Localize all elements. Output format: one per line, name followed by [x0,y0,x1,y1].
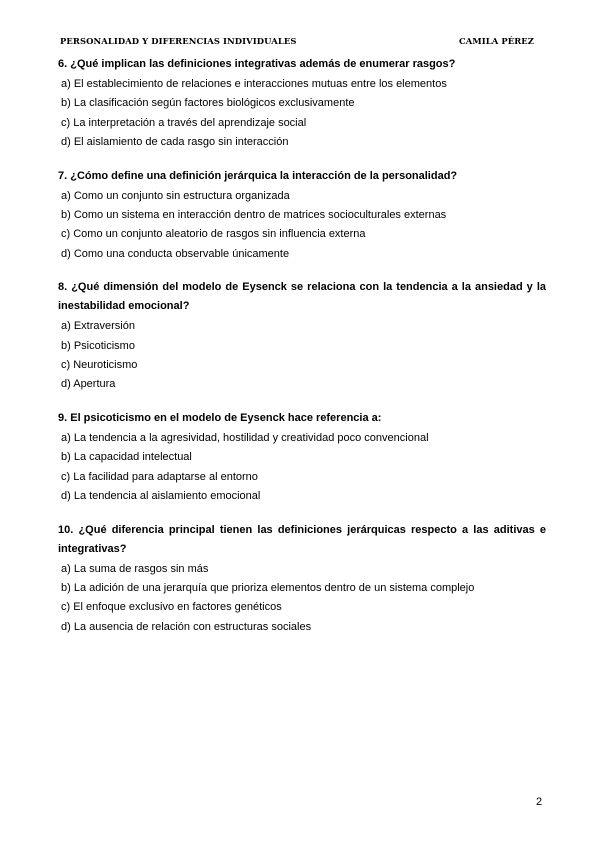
header-author: CAMILA PÉREZ [459,36,534,46]
option-b: b) Psicoticismo [61,339,135,352]
option-c: c) El enfoque exclusivo en factores genéticos [61,601,282,614]
option-b: b) La clasificación según factores biológicos exclusivamente [61,97,355,110]
option-c: c) La facilidad para adaptarse al entorno [61,470,258,483]
page-number: 2 [536,796,543,808]
question-list [58,55,546,651]
option-c: c) Neuroticismo [61,359,138,372]
option-a: a) Como un conjunto sin estructura organizada [61,189,290,202]
question-title: 6. ¿Qué implican las definiciones integrativas además de enumerar rasgos? [58,58,456,70]
option-b: b) La adición de una jerarquía que prioriza elementos dentro de un sistema complejo [61,581,475,594]
question-10 [58,521,546,638]
question-9 [58,409,546,507]
question-title: 7. ¿Cómo define una definición jerárquica la interacción de la personalidad? [58,169,458,182]
question-8 [58,278,546,395]
option-d: d) Como una conducta observable únicamente [61,247,290,260]
option-b: b) La capacidad intelectual [61,451,192,464]
option-a: a) Extraversión [61,320,135,333]
option-d: d) Apertura [61,378,116,391]
question-7 [58,167,546,265]
option-a: a) La suma de rasgos sin más [61,562,209,575]
option-d: d) La ausencia de relación con estructuras sociales [61,620,312,633]
option-b: b) Como un sistema en interacción dentro de matrices socioculturales externas [61,209,447,222]
option-a: a) El establecimiento de relaciones e interacciones mutuas entre los elementos [61,78,447,90]
question-6 [58,55,546,153]
option-a: a) La tendencia a la agresividad, hostilidad y creatividad poco convencional [61,431,429,444]
question-title: 8. ¿Qué dimensión del modelo de Eysenck se relaciona con la tendencia a la ansiedad y la inestabilidad emocional? [58,281,546,313]
question-title: 10. ¿Qué diferencia principal tienen las definiciones jerárquicas respecto a las aditivas e integrativas? [58,523,546,555]
option-c: c) La interpretación a través del aprendizaje social [61,116,307,129]
option-c: c) Como un conjunto aleatorio de rasgos sin influencia externa [61,228,366,241]
option-d: d) El aislamiento de cada rasgo sin interacción [61,136,289,149]
header-title: PERSONALIDAD Y DIFERENCIAS INDIVIDUALES [60,36,297,46]
question-title: 9. El psicoticismo en el modelo de Eysenck hace referencia a: [58,411,382,424]
option-d: d) La tendencia al aislamiento emocional [61,490,261,503]
